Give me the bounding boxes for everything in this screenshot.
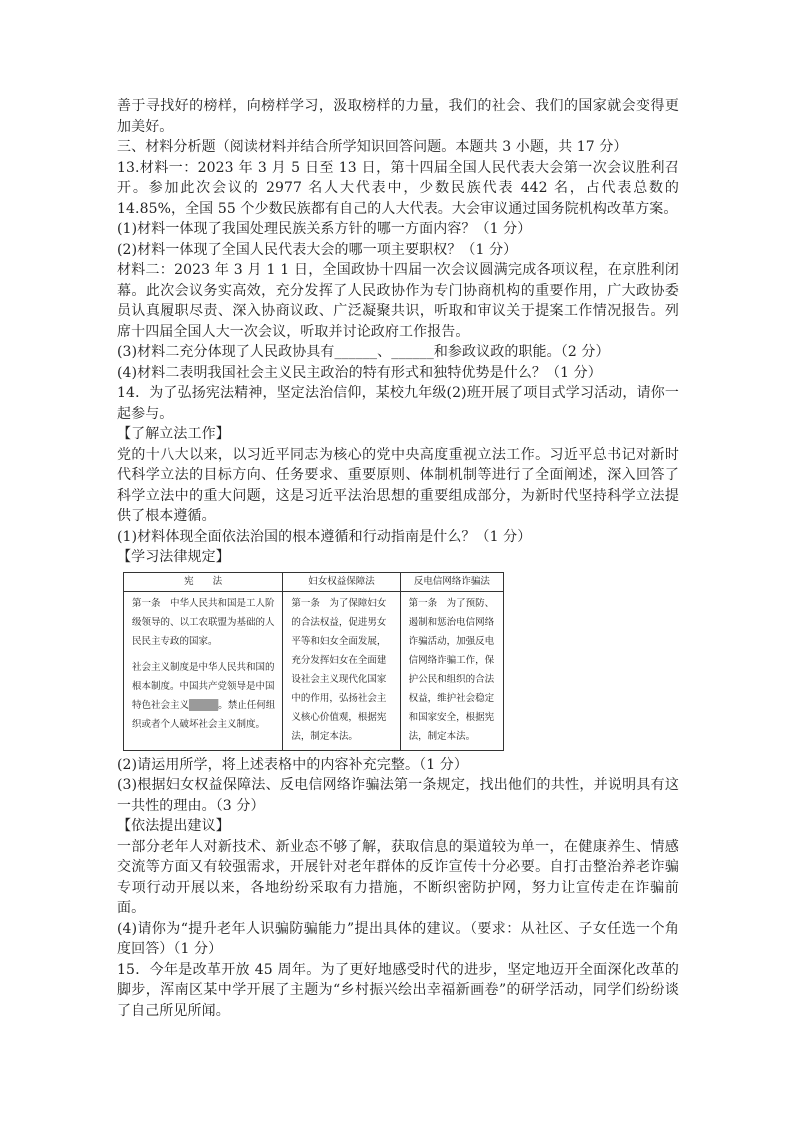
question-13-4: (4)材料二表明我国社会主义民主政治的特有形式和独特优势是什么？（1 分） (117, 364, 602, 381)
table-cell-anti-fraud: 第一条 为了预防、遏制和惩治电信网络诈骗活动，加强反电信网络诈骗工作，保护公民和组织的合法权益，维护社会稳定和国家安全，根据宪法，制定本法。 (400, 591, 503, 750)
subheading-suggestion: 【依法提出建议】 (117, 818, 230, 834)
section-heading: 三、材料分析题（阅读材料并结合所学知识回答问题。本题共 3 小题，共 17 分） (117, 139, 628, 155)
question-13-material-2: 材料二：2023 年 3 月 1 1 日，全国政协十四届一次会议圆满完成各项议程，在京胜利闭幕。此次会议务实高效，充分发挥了人民政协作为专门协商机构的重要作用，广大政协委员认真履职尽责、深入协商议政、广泛凝聚共识，听取和审议关于提案工作情况报告。列席十四届全国人大一次会议，听取并讨论政府工作报告。 (117, 262, 679, 340)
question-15-intro: 15．今年是改革开放 45 周年。为了更好地感受时代的进步，坚定地迈开全面深化改革的脚步，浑南区某中学开展了主题为“乡村振兴绘出幸福新画卷”的研学活动，同学们纷纷谈了自己所见所闻。 (117, 961, 679, 1019)
question-14-3: (3)根据妇女权益保障法、反电信网络诈骗法第一条规定，找出他们的共性，并说明具有这一共性的理由。（3 分） (117, 777, 679, 814)
question-13-1: (1)材料一体现了我国处理民族关系方针的哪一方面内容？（1 分） (117, 221, 532, 237)
question-14-4: (4)请你为“提升老年人识骗防骗能力”提出具体的建议。（要求：从社区、子女任选一个角度回答）（1 分） (117, 920, 679, 957)
table-header-constitution: 宪 法 (124, 572, 283, 591)
fill-in-blank: ████ (189, 699, 219, 711)
question-14-1: (1)材料体现全面依法治国的根本遵循和行动指南是什么？（1 分） (117, 528, 532, 545)
question-13-2: (2)材料一体现了全国人民代表大会的哪一项主要职权？（1 分） (117, 241, 518, 258)
law-table (123, 572, 504, 751)
table-cell-women-rights: 第一条 为了保障妇女的合法权益，促进男女平等和妇女全面发展，充分发挥妇女在全面建设社会主义现代化国家中的作用，弘扬社会主义核心价值观，根据宪法，制定本法。 (283, 591, 400, 750)
exam-page (117, 96, 679, 1021)
question-14-intro: 14．为了弘扬宪法精神，坚定法治信仰，某校九年级(2)班开展了项目式学习活动，请你一起参与。 (117, 385, 679, 422)
table-cell-constitution (124, 591, 283, 750)
question-13-material-1: 13.材料一：2023 年 3 月 5 日至 13 日，第十四届全国人民代表大会第一次会议胜利召开。参加此次会议的 2977 名人大代表中，少数民族代表 442 名，占代表总数的 14.85%，全国 55 个少数民族都有自己的人大代表。大会审议通过国务院机构改革方案。 (117, 159, 679, 217)
text-line: 善于寻找好的榜样，向榜样学习，汲取榜样的力量，我们的社会、我们的国家就会变得更加美好。 (117, 98, 679, 135)
material-legislation: 党的十八大以来，以习近平同志为核心的党中央高度重视立法工作。习近平总书记对新时代科学立法的目标方向、任务要求、重要原则、体制机制等进行了全面阐述，深入回答了科学立法中的重大问题，这是习近平法治思想的重要组成部分，为新时代坚持科学立法提供了根本遵循。 (117, 446, 679, 524)
subheading-laws: 【学习法律规定】 (117, 549, 230, 565)
constitution-paragraph-2: 社会主义制度是中华人民共和国的根本制度。中国共产党领导是中国特色社会主义████。禁止任何组织或者个人破坏社会主义制度。 (132, 661, 276, 730)
constitution-article-1: 第一条 中华人民共和国是工人阶级领导的、以工农联盟为基础的人民民主专政的国家。 (132, 597, 275, 647)
table-header-women-rights: 妇女权益保障法 (283, 572, 400, 591)
subheading-legislation: 【了解立法工作】 (117, 426, 230, 442)
question-14-2: (2)请运用所学，将上述表格中的内容补充完整。（1 分） (117, 756, 468, 773)
material-elderly: 一部分老年人对新技术、新业态不够了解，获取信息的渠道较为单一，在健康养生、情感交流等方面又有较强需求，开展针对老年群体的反诈宣传十分必要。自打击整治养老诈骗专项行动开展以来，各地纷纷采取有力措施，不断织密防护网，努力让宣传走在诈骗前面。 (117, 838, 679, 916)
question-13-3: (3)材料二充分体现了人民政协具有______、______和参政议政的职能。（2 分） (117, 344, 610, 360)
table-header-anti-fraud: 反电信网络诈骗法 (400, 572, 503, 591)
